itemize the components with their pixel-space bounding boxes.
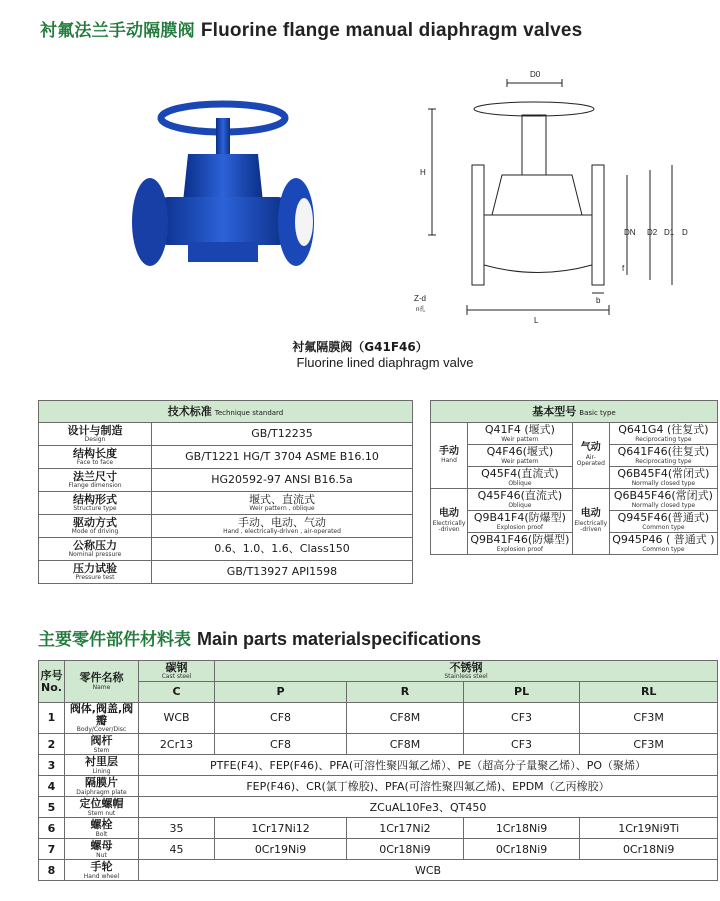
dim-l: L [534,316,539,325]
dim-d0: D0 [530,70,541,79]
table-row: 1 阀体,阀盖,阀瓣 Body/Cover/Disc WCB CF8 CF8M CF3 CF3M [39,703,718,734]
basic-type-table [430,400,718,555]
table-row: 结构长度 Face to face GB/T1221 HG/T 3704 ASME B16.10 [39,446,413,469]
table-row: 结构形式 Structure type 堰式、直流式 Weir pattern , oblique [39,492,413,515]
dim-zd: Z-d [414,294,426,303]
table-row: 手动 Hand Q41F4 (堰式) Weir pattern 气动 Air-Operated Q641G4 (往复式) Reciprocating type [431,423,718,445]
materials-title: 主要零件部件材料表 Main parts materialspecifications [38,629,482,650]
dimension-drawing [412,65,712,330]
dim-d1: D1 [664,228,675,237]
valve-photo [128,92,318,292]
basic-header: 基本型号 Basic type [431,401,718,423]
table-row: Q9B41F46(防爆型) Explosion proof Q945P46 ( 普通式 ) Common type [431,533,718,555]
table-row: 设计与制造 Design GB/T12235 [39,423,413,446]
table-row: 4 隔膜片 Daiphragm plate FEP(F46)、CR(氯丁橡胶)、PFA(可溶性聚四氟乙烯)、EPDM（乙丙橡胶） [39,776,718,797]
table-row: 驱动方式 Mode of driving 手动、电动、气动 Hand , electrically-driven , air-operated [39,515,413,538]
dim-zd-sub: n孔 [416,307,426,313]
table-row: Q9B41F4(防爆型) Explosion proof Q945F46(普通式) Common type [431,511,718,533]
page-title: 衬氟法兰手动隔膜阀 Fluorine flange manual diaphragm valves [40,20,583,41]
table-row: 5 定位螺帽 Stem nut ZCuAL10Fe3、QT450 [39,797,718,818]
table-row: Q45F4(直流式) Oblique Q6B45F4(常闭式) Normally closed type [431,467,718,489]
dim-d2: D2 [647,228,658,237]
table-row: 公称压力 Nominal pressure 0.6、1.0、1.6、Class150 [39,538,413,561]
table-row: 8 手轮 Hand wheel WCB [39,860,718,881]
tech-header: 技术标准 Technique standard [39,401,413,423]
table-row: 7 螺母 Nut 45 0Cr19Ni9 0Cr18Ni9 0Cr18Ni9 0Cr18Ni9 [39,839,718,860]
materials-table: 序号 No. 零件名称 Name 碳钢 Cast steel 不锈钢 Stainless steel C P R PL RL 1 阀体,阀盖,阀瓣 Body/Cover/Disc WCB CF8 CF8M CF3 CF3M 2 阀杆 Stem 2Cr13 CF8 CF8M CF3 CF3M 3 衬里层 Lining PTFE(F4)、FEP(F46)、PFA(可溶性聚四氟乙烯）、PE（超高分子量聚乙烯）、PO（聚烯） 4 隔膜片 Daiphragm plate FEP(F46)、CR(氯丁橡胶)、PFA(可溶性聚四氟乙烯)、EPDM（乙丙橡胶） 5 定位螺帽 Stem nut ZCuAL10Fe3、QT450 6 螺栓 Bolt 35 1Cr17Ni12 1Cr17Ni2 1Cr18Ni9 1Cr19Ni9Ti 7 螺母 Nut 45 0Cr19Ni9 0Cr18Ni9 0Cr18Ni9 0Cr18Ni9 8 手轮 Hand wheel WCB [38,660,718,881]
dim-d: D [682,228,688,237]
technique-standard-table [38,400,413,584]
table-row: 2 阀杆 Stem 2Cr13 CF8 CF8M CF3 CF3M [39,734,718,755]
dim-f: f [622,264,625,273]
dim-b: b [596,296,601,305]
table-row: 3 衬里层 Lining PTFE(F4)、FEP(F46)、PFA(可溶性聚四氟乙烯）、PE（超高分子量聚乙烯）、PO（聚烯） [39,755,718,776]
table-row: 6 螺栓 Bolt 35 1Cr17Ni12 1Cr17Ni2 1Cr18Ni9 1Cr19Ni9Ti [39,818,718,839]
caption-en: Fluorine lined diaphragm valve [296,355,474,370]
table-row: 电动 Electrically -driven Q45F46(直流式) Oblique 电动 Electrically -driven Q6B45F46(常闭式) Normally closed type [431,489,718,511]
caption-cn: 衬氟隔膜阀（G41F46） [292,340,428,354]
dim-dn: DN [624,228,636,237]
table-row: 法兰尺寸 Flange dimension HG20592-97 ANSI B16.5a [39,469,413,492]
table-row: 压力试验 Pressure test GB/T13927 API1598 [39,561,413,584]
dim-h: H [420,168,426,177]
table-row: Q4F46(堰式) Weir pattern Q641F46(往复式) Reciprocating type [431,445,718,467]
